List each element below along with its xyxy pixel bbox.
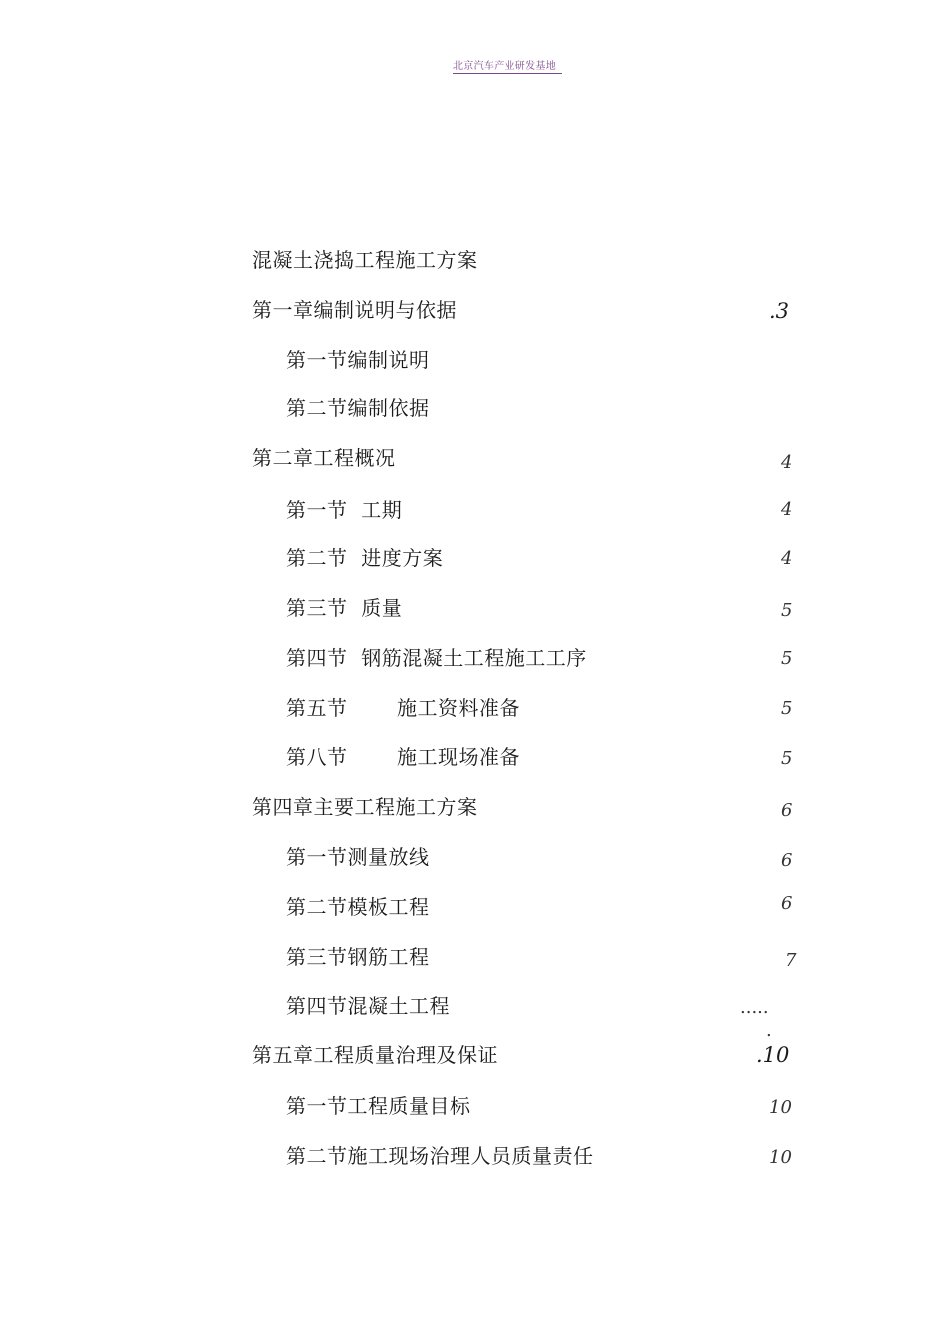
toc-page-number: 5 [781,648,793,669]
toc-page-number: 10 [769,1097,792,1118]
toc-entry-section-label[interactable]: 施工现场准备 [397,745,520,769]
toc-leader-dots: ..... [740,997,769,1018]
toc-page-number: 4 [781,452,793,473]
toc-entry-chapter-1[interactable]: 第一章编制说明与依据 [252,298,457,322]
toc-entry-section-number[interactable]: 第八节 [286,745,348,769]
toc-title: 混凝土浇捣工程施工方案 [252,248,478,272]
toc-entry-section[interactable]: 第二节模板工程 [286,895,430,919]
toc-page-number: 5 [781,698,793,719]
toc-page-number: .3 [769,299,790,323]
toc-page-number: 4 [781,548,793,569]
toc-page-number: .10 [756,1043,790,1067]
toc-entry-chapter-5[interactable]: 第五章工程质量治理及保证 [252,1043,498,1067]
toc-entry-section-label[interactable]: 施工资料准备 [397,696,520,720]
toc-page-number: 5 [781,748,793,769]
toc-entry-chapter-4[interactable]: 第四章主要工程施工方案 [252,795,478,819]
toc-entry-section[interactable]: 第一节编制说明 [286,348,430,372]
toc-entry-section[interactable]: 第三节钢筋工程 [286,945,430,969]
toc-page-number: 6 [781,893,793,914]
toc-entry-section[interactable]: 第二节施工现场治理人员质量责任 [286,1144,594,1168]
toc-page-number: 7 [785,950,797,971]
toc-entry-section[interactable]: 第一节工程质量目标 [286,1094,471,1118]
toc-page-number: 6 [781,800,793,821]
running-header: 北京汽车产业研发基地 [453,60,562,74]
toc-entry-section[interactable]: 第二节 进度方案 [286,546,444,570]
toc-entry-section[interactable]: 第一节 工期 [286,498,403,522]
toc-entry-section[interactable]: 第四节混凝土工程 [286,994,450,1018]
toc-entry-section[interactable]: 第二节编制依据 [286,396,430,420]
toc-page-number: 10 [769,1147,792,1168]
toc-entry-section-number[interactable]: 第五节 [286,696,348,720]
toc-entry-section[interactable]: 第一节测量放线 [286,845,430,869]
toc-entry-section[interactable]: 第四节 钢筋混凝土工程施工工序 [286,646,587,670]
toc-page-number: 5 [781,600,793,621]
toc-entry-section[interactable]: 第三节 质量 [286,596,403,620]
toc-entry-chapter-2[interactable]: 第二章工程概况 [252,446,396,470]
toc-page-number: 4 [781,499,793,520]
toc-leader-dots: . [766,1020,772,1041]
toc-page-number: 6 [781,850,793,871]
